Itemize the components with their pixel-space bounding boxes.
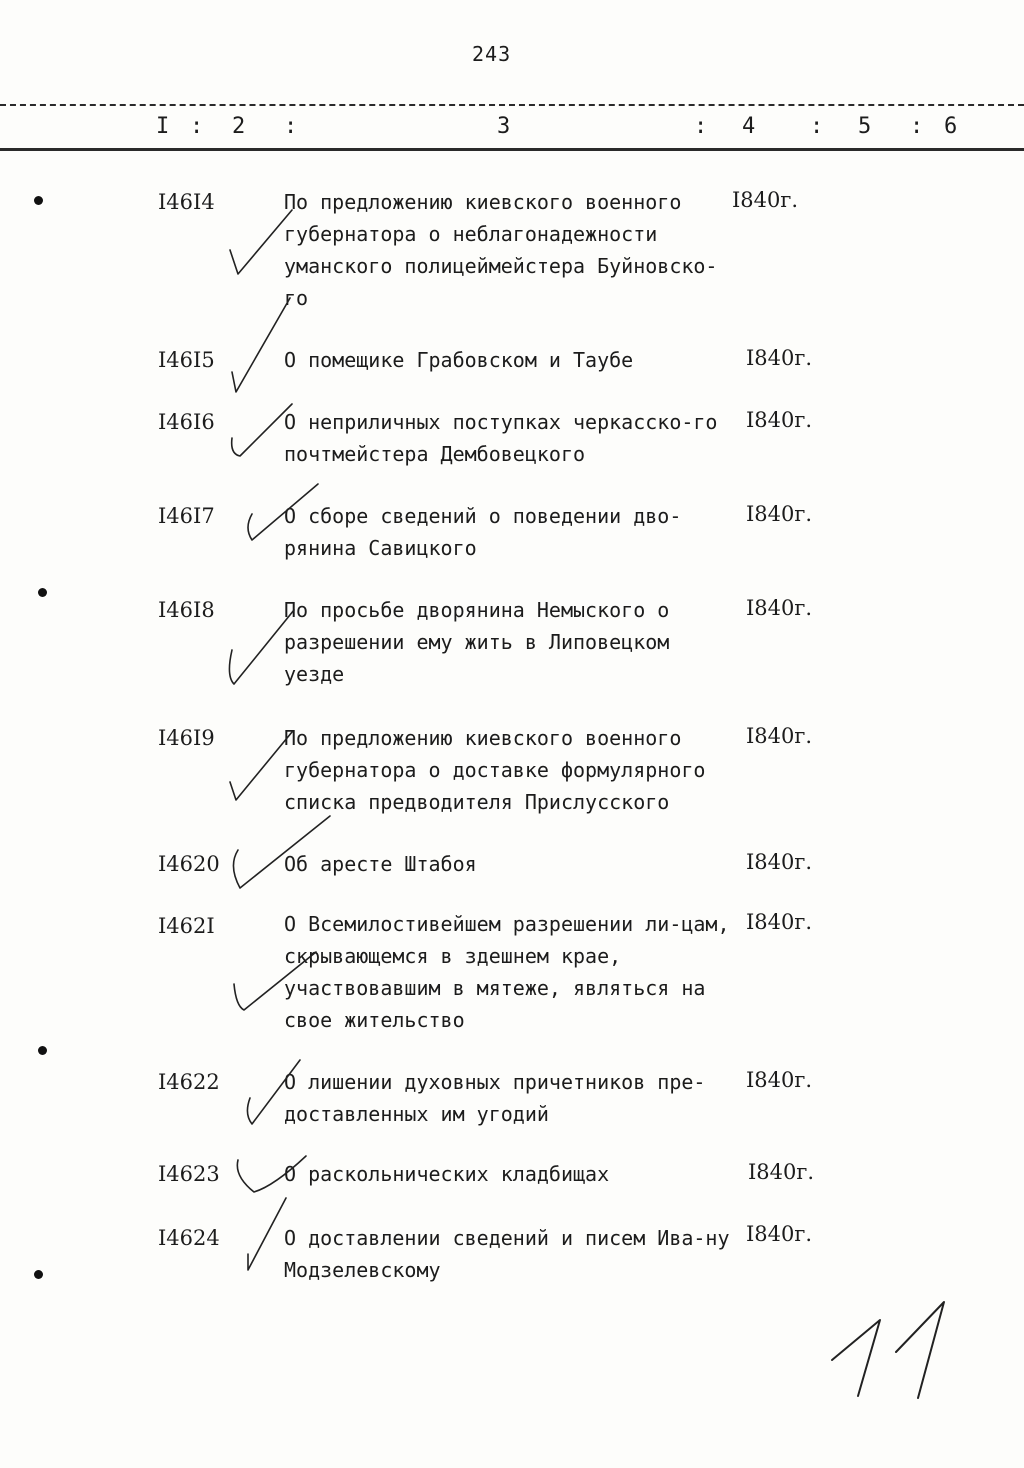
entry-title: О неприличных поступках черкасско-го почтмейстера Дембовецкого <box>284 410 718 466</box>
entry-number: I46I4 <box>158 190 215 214</box>
entry-year: I840г. <box>746 724 813 748</box>
check-mark-icon <box>237 1156 306 1192</box>
check-mark-icon <box>248 1198 286 1270</box>
entry-number: I462I <box>158 914 215 938</box>
column-header-6: 6 <box>944 114 958 139</box>
entry-title: О раскольнических кладбищах <box>284 1162 610 1186</box>
column-header-4: 4 <box>742 114 756 139</box>
entry-title: О доставлении сведений и писем Ива-ну Модзелевскому <box>284 1226 730 1282</box>
entry-number: I46I7 <box>158 504 215 528</box>
entry-number: I46I5 <box>158 348 215 372</box>
entry-number: I4620 <box>158 852 220 876</box>
check-mark-icon <box>234 952 316 1010</box>
entry-title: По предложению киевского военного губернатора о неблагонадежности уманского полицеймейстера Буйновско-го <box>284 190 718 310</box>
check-mark-icon <box>233 816 330 888</box>
entry-title: Об аресте Штабоя <box>284 852 477 876</box>
column-separator: : <box>284 114 298 139</box>
entry-year: I840г. <box>746 408 813 432</box>
entry-title: О Всемилостивейшем разрешении ли-цам, скрывающемся в здешнем крае, участвовавшим в мятеже, являться на свое жительство <box>284 912 730 1032</box>
column-header-5: 5 <box>858 114 872 139</box>
entry-year: I840г. <box>746 1068 813 1092</box>
entry-title: О лишении духовных причетников пре-доставленных им угодий <box>284 1070 706 1126</box>
entry-year: I840г. <box>732 188 799 212</box>
entry-title: О помещике Грабовском и Таубе <box>284 348 634 372</box>
entry-year: I840г. <box>746 502 813 526</box>
column-header-3: 3 <box>497 114 511 139</box>
column-header-1: I <box>156 114 170 139</box>
entry-year: I840г. <box>746 596 813 620</box>
entry-number: I46I6 <box>158 410 215 434</box>
entry-number: I4624 <box>158 1226 220 1250</box>
entry-year: I840г. <box>746 910 813 934</box>
entry-year: I840г. <box>746 1222 813 1246</box>
sheet-count-handwritten <box>896 1302 944 1398</box>
check-mark-icon <box>230 210 292 274</box>
column-separator: : <box>810 114 824 139</box>
column-separator: : <box>910 114 924 139</box>
entry-number: I4622 <box>158 1070 220 1094</box>
column-separator: : <box>694 114 708 139</box>
sheet-count-handwritten <box>832 1320 880 1396</box>
check-mark-icon <box>247 1060 300 1124</box>
column-header-2: 2 <box>232 114 246 139</box>
entry-number: I46I9 <box>158 726 215 750</box>
check-mark-icon <box>229 610 294 684</box>
page-number: 243 <box>472 42 512 66</box>
check-mark-icon <box>248 484 318 540</box>
entry-number: I46I8 <box>158 598 215 622</box>
entry-title: По просьбе дворянина Немыского о разрешении ему жить в Липовецком уезде <box>284 598 670 686</box>
check-mark-icon <box>232 404 292 456</box>
entry-year: I840г. <box>746 850 813 874</box>
check-mark-icon <box>232 298 290 392</box>
entry-year: I840г. <box>746 346 813 370</box>
column-separator: : <box>190 114 204 139</box>
entry-year: I840г. <box>748 1160 815 1184</box>
entry-title: О сборе сведений о поведении дво-рянина Савицкого <box>284 504 682 560</box>
check-mark-icon <box>230 732 292 800</box>
entry-number: I4623 <box>158 1162 220 1186</box>
entry-title: По предложению киевского военного губернатора о доставке формулярного списка предводителя Прислусского <box>284 726 706 814</box>
